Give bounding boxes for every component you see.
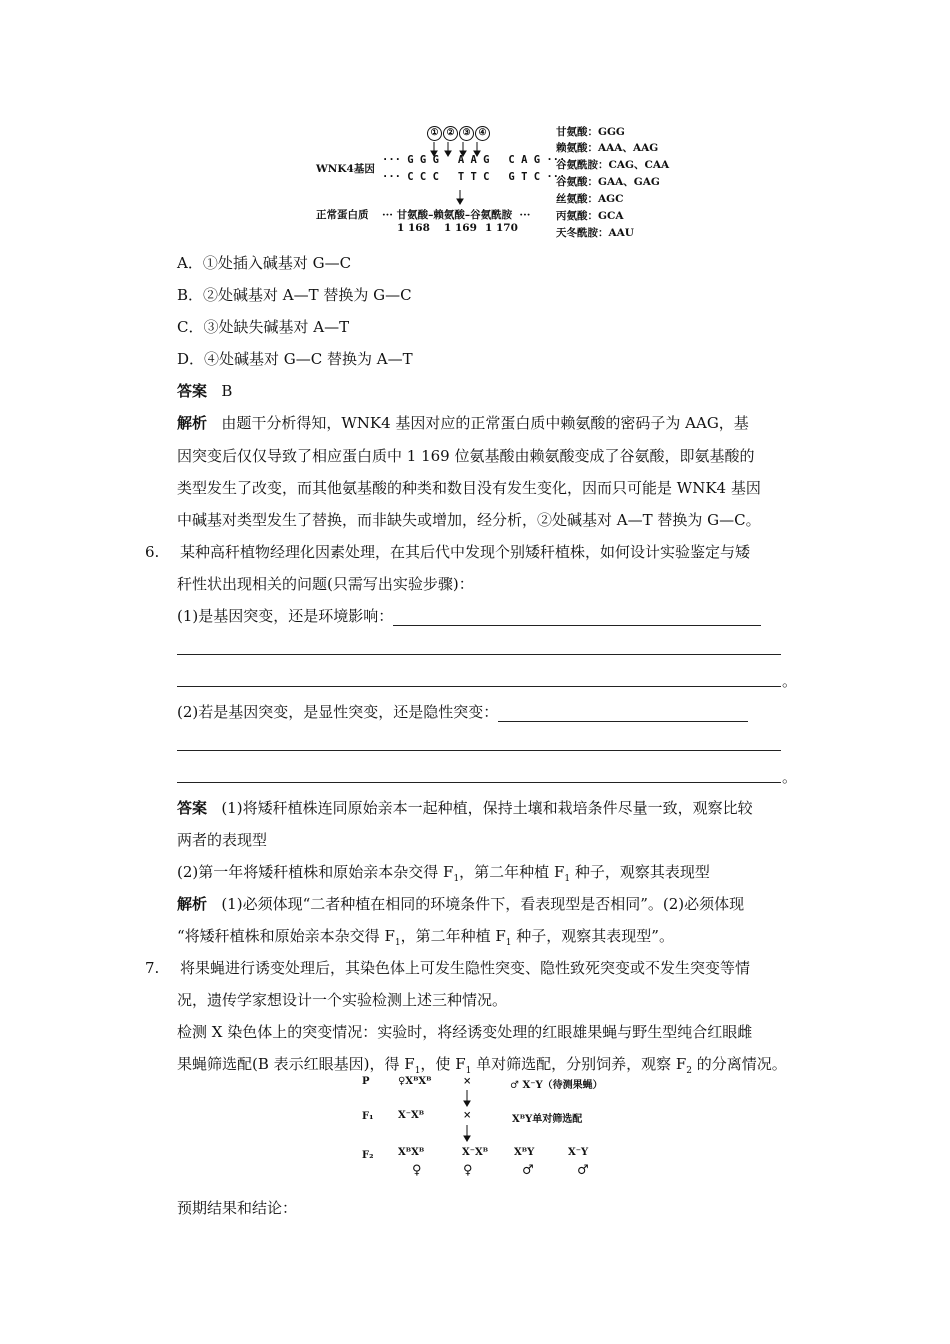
q7-stem-line: 况，遗传学家想设计一个实验检测上述三种情况。: [177, 991, 508, 1009]
position-1169: 1 169: [444, 222, 477, 234]
marker-2: ②: [443, 126, 458, 141]
female-icon: ♀: [463, 1163, 473, 1178]
option-b: B．②处碱基对 A—T 替换为 G—C: [177, 286, 412, 304]
male-icon: ♂: [522, 1163, 534, 1178]
f2-genotype: X⁻Xᴮ: [462, 1147, 489, 1158]
q7-stem-line: 将果蝇进行诱变处理后，其染色体上可发生隐性突变、隐性致死突变或不发生突变等情: [180, 959, 751, 977]
q6-number: 6.: [145, 543, 160, 561]
q5-analysis-line: 类型发生了改变，而其他氨基酸的种类和数目没有发生变化，因而只可能是 WNK4 基因: [177, 479, 761, 497]
analysis-label: 解析: [177, 414, 208, 432]
q5-analysis-line: 中碱基对类型发生了替换，而非缺失或增加，经分析，②处碱基对 A—T 替换为 G—C。: [177, 511, 761, 529]
q6-analysis-line: “将矮秆植株和原始亲本杂交得 $F_1$，第二年种植 $F_1$ 种子，观察其表现型”。: [177, 927, 674, 948]
female-icon: ♀: [412, 1163, 422, 1178]
answer-label: 答案: [177, 382, 208, 400]
codon-row: 丝氨酸：AGC: [556, 193, 624, 205]
marker-3: ③: [459, 126, 474, 141]
period: 。: [782, 768, 798, 786]
q6-answer-line: 答案 (1)将矮秆植株连同原始亲本一起种植，保持土壤和栽培条件尽量一致，观察比较: [177, 799, 753, 817]
q6-answer-line: (2)第一年将矮秆植株和原始亲本杂交得 $F_1$，第二年种植 $F_1$ 种子，观察其表现型: [177, 863, 710, 884]
codon-row: 天冬酰胺：AAU: [556, 227, 634, 239]
gen-label-p: P: [362, 1076, 370, 1087]
q7-detect-line: 检测 X 染色体上的突变情况：实验时，将经诱变处理的红眼雄果蝇与野生型纯合红眼雌: [177, 1023, 753, 1041]
gen-label-f2: F₂: [362, 1150, 374, 1161]
p-male: ♂ X⁻Y（待测果蝇）: [510, 1080, 603, 1091]
male-icon: ♂: [577, 1163, 589, 1178]
gen-label-f1: F₁: [362, 1111, 374, 1122]
cross-symbol: ×: [463, 1076, 472, 1087]
q7-number: 7.: [145, 959, 160, 977]
codon-row: 谷氨酰胺：CAG、CAA: [556, 159, 670, 171]
coding-strand: ··· G G G A A G C A G ···: [382, 154, 566, 166]
q6-sub1: (1)是基因突变，还是环境影响：: [177, 606, 761, 626]
q6-answer-line: 两者的表现型: [177, 831, 268, 849]
answer-label: 答案: [177, 799, 208, 817]
protein-sequence: ··· 甘氨酸–赖氨酸–谷氨酰胺 ···: [382, 209, 531, 221]
q6-stem-line: 某种高秆植物经理化因素处理，在其后代中发现个别矮秆植株，如何设计实验鉴定与矮: [180, 543, 751, 561]
template-strand: ··· C C C T T C G T C ···: [382, 171, 566, 183]
analysis-label: 解析: [177, 895, 208, 913]
f2-genotype: XᴮY: [514, 1147, 535, 1158]
results-label: 预期结果和结论：: [177, 1199, 298, 1217]
option-d: D．④处碱基对 G—C 替换为 A—T: [177, 350, 413, 368]
gene-label: WNK4基因: [316, 163, 375, 175]
f2-genotype: XᴮXᴮ: [398, 1147, 425, 1158]
codon-row: 赖氨酸：AAA、AAG: [556, 142, 659, 154]
f1-female: X⁻Xᴮ: [398, 1110, 425, 1121]
q5-analysis-line: 解析 由题干分析得知，WNK4 基因对应的正常蛋白质中赖氨酸的密码子为 AAG，基: [177, 414, 749, 432]
q6-sub2: (2)若是基因突变，是显性突变，还是隐性突变：: [177, 702, 748, 722]
option-a: A．①处插入碱基对 G—C: [177, 254, 352, 272]
position-1170: 1 170: [485, 222, 518, 234]
codon-row: 谷氨酸：GAA、GAG: [556, 176, 660, 188]
marker-1: ①: [427, 126, 442, 141]
f1-male: XᴮY单对筛选配: [512, 1114, 583, 1125]
q7-detect-line: 果蝇筛选配(B 表示红眼基因)，得 $F_1$，使 $F_1$ 单对筛选配，分别饲养，观察 $F_2$ 的分离情况。: [177, 1055, 787, 1076]
p-female: ♀XᴮXᴮ: [398, 1076, 432, 1087]
answer-value: B: [221, 382, 233, 400]
q5-analysis-line: 因突变后仅仅导致了相应蛋白质中 1 169 位氨基酸由赖氨酸变成了谷氨酸，即氨基酸的: [177, 447, 755, 465]
codon-row: 甘氨酸：GGG: [556, 126, 625, 138]
codon-row: 丙氨酸：GCA: [556, 210, 624, 222]
option-c: C．③处缺失碱基对 A—T: [177, 318, 350, 336]
marker-4: ④: [475, 126, 490, 141]
q6-analysis-line: 解析 (1)必须体现“二者种植在相同的环境条件下，看表现型是否相同”。(2)必须体现: [177, 895, 745, 913]
q6-stem-line: 秆性状出现相关的问题(只需写出实验步骤)：: [177, 575, 474, 593]
period: 。: [782, 672, 798, 690]
f2-genotype: X⁻Y: [568, 1147, 589, 1158]
cross-symbol: ×: [463, 1110, 472, 1121]
protein-label: 正常蛋白质: [316, 209, 369, 221]
position-1168: 1 168: [397, 222, 430, 234]
